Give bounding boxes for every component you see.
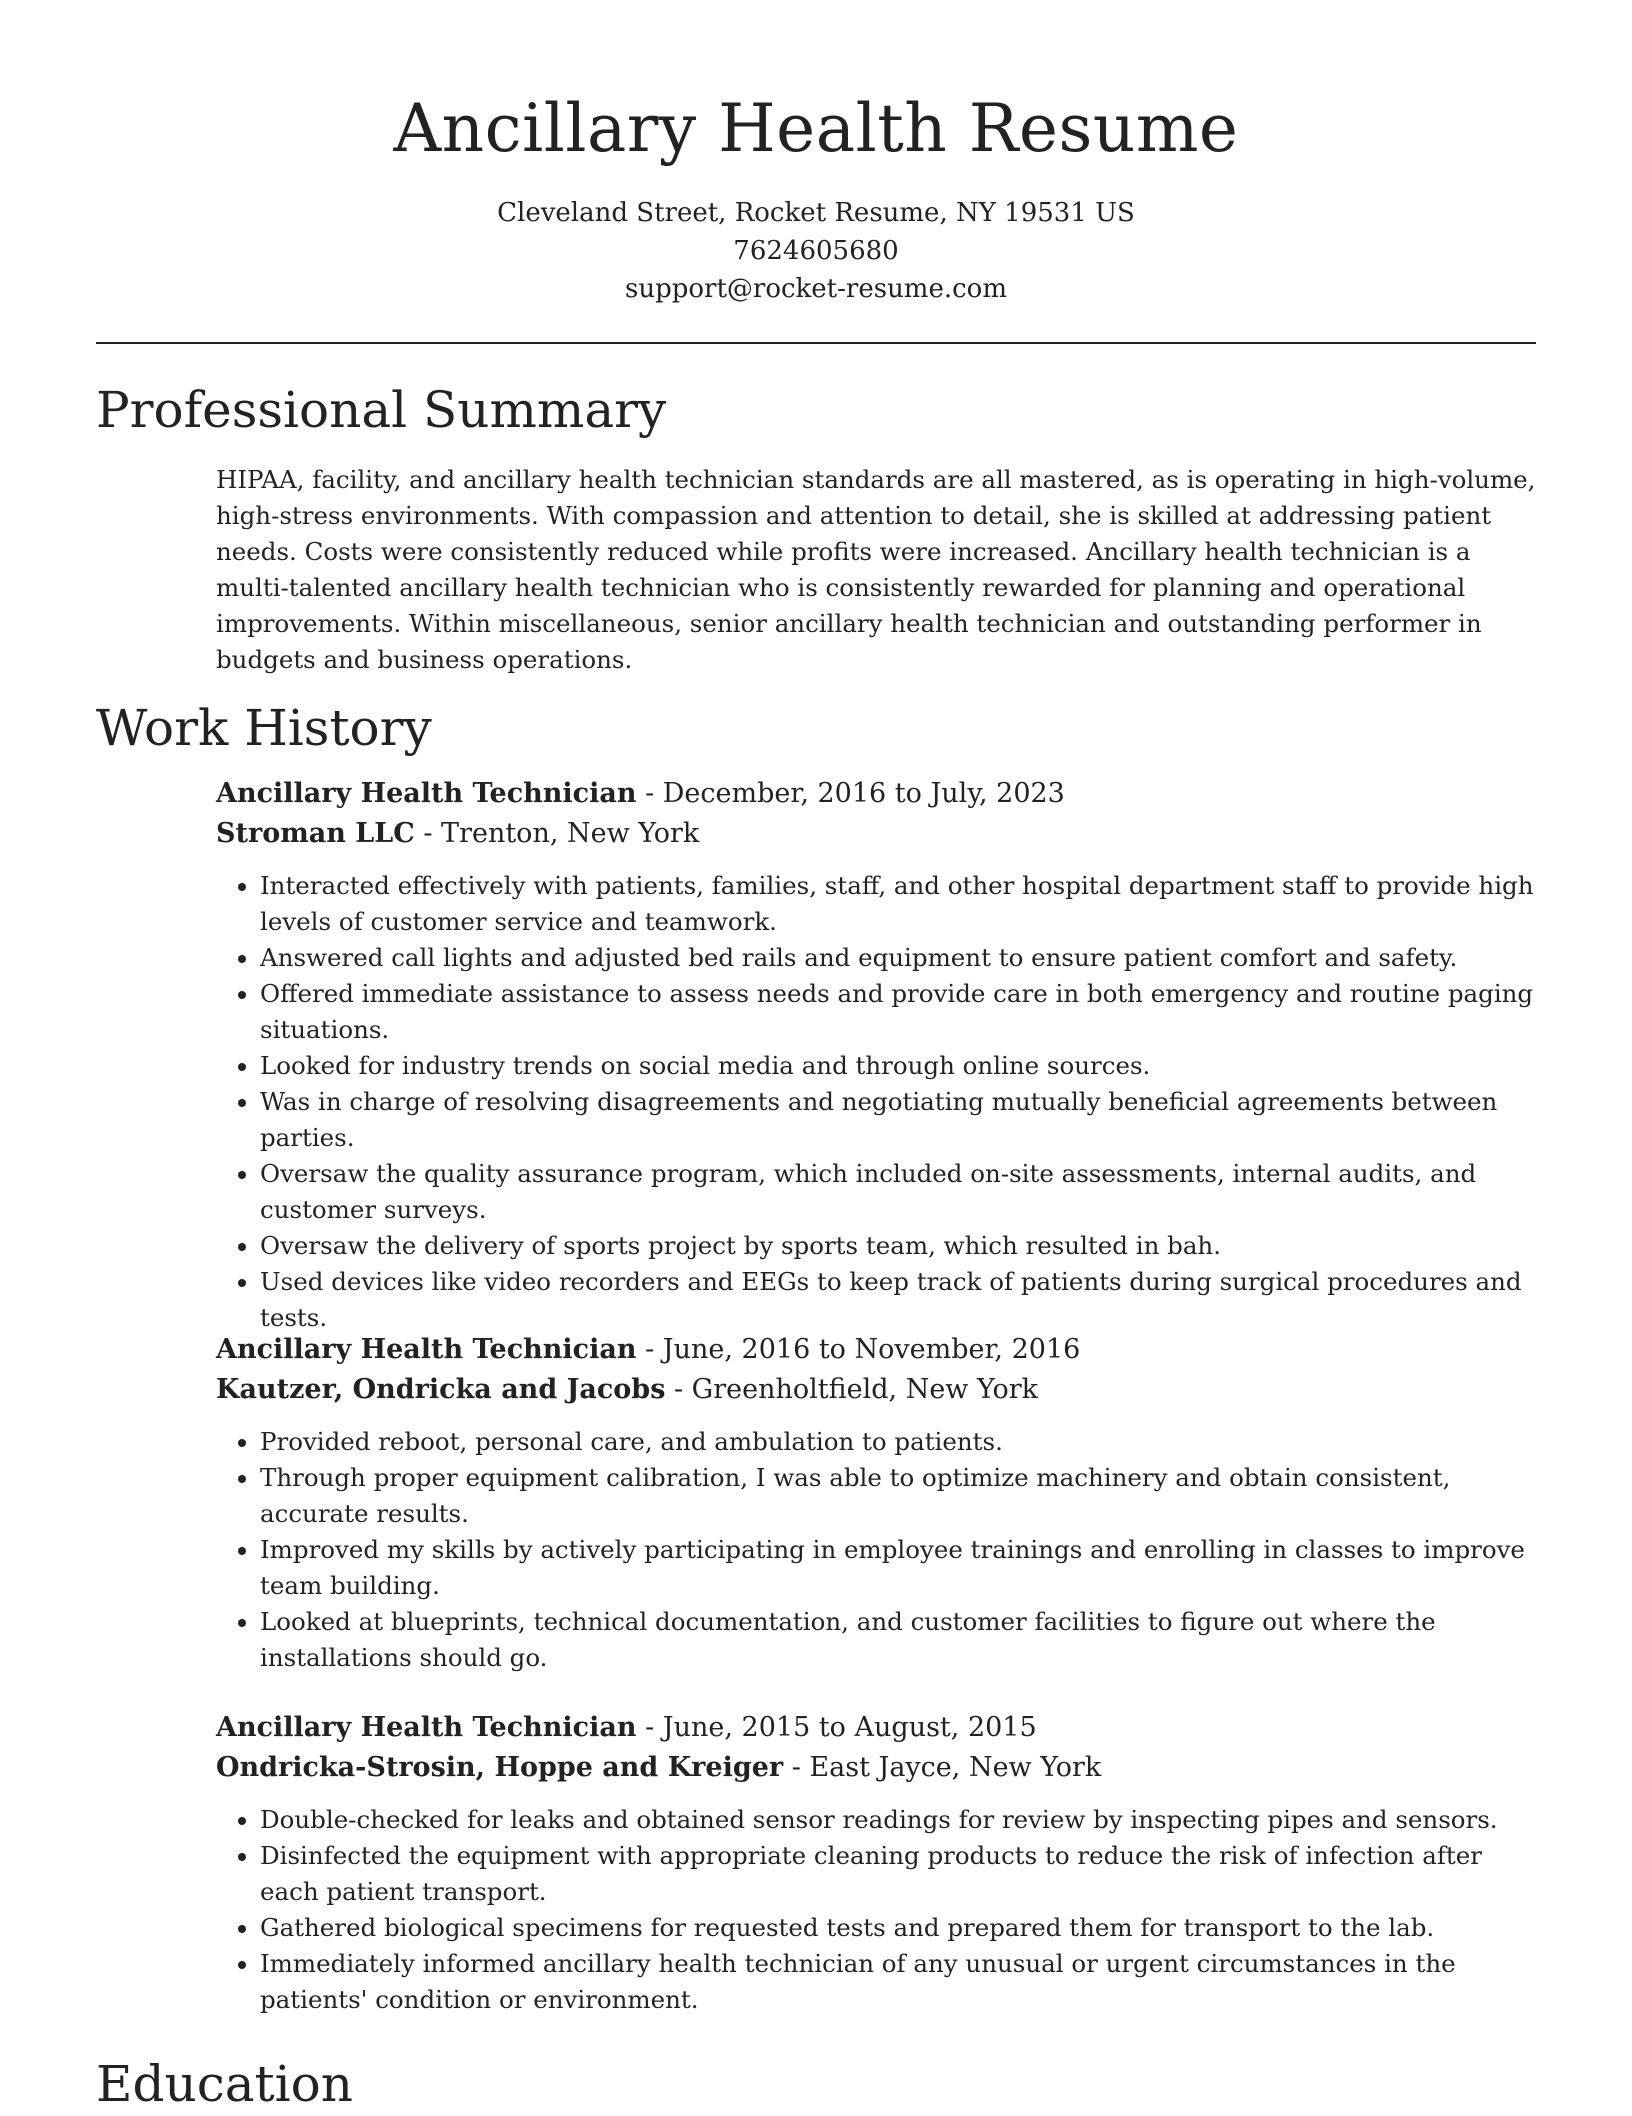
job-company-line <box>216 1370 1536 1410</box>
job-bullet: • Offered immediate assistance to assess needs and provide care in both emergency and routine paging situations. <box>260 976 1536 1048</box>
job-bullet: • Was in charge of resolving disagreements and negotiating mutually beneficial agreements between parties. <box>260 1084 1536 1156</box>
job-company: Ondricka-Strosin, Hoppe and Kreiger <box>216 1752 784 1783</box>
job-bullet: • Through proper equipment calibration, I was able to optimize machinery and obtain consistent, accurate results. <box>260 1460 1536 1532</box>
job-bullet: • Answered call lights and adjusted bed rails and equipment to ensure patient comfort and safety. <box>260 940 1536 976</box>
job-title-line <box>216 1708 1536 1748</box>
job-company-line <box>216 1748 1536 1788</box>
job-bullet-list <box>216 1802 1536 2018</box>
job-bullet: • Looked at blueprints, technical documentation, and customer facilities to figure out where the installations should go. <box>260 1604 1536 1676</box>
job-dates: - June, 2015 to August, 2015 <box>636 1712 1037 1743</box>
job-bullet: • Used devices like video recorders and EEGs to keep track of patients during surgical procedures and tests. <box>260 1264 1536 1336</box>
job-entry <box>216 774 1536 1336</box>
email-text: support@rocket-resume.com <box>624 274 1007 304</box>
job-company-line <box>216 814 1536 854</box>
job-bullet: • Looked for industry trends on social media and through online sources. <box>260 1048 1536 1084</box>
job-bullet: • Provided reboot, personal care, and ambulation to patients. <box>260 1424 1536 1460</box>
job-bullet: • Interacted effectively with patients, families, staff, and other hospital department staff to provide high levels of customer service and teamwork. <box>260 868 1536 940</box>
job-bullet: • Oversaw the delivery of sports project by sports team, which resulted in bah. <box>260 1228 1536 1264</box>
job-title: Ancillary Health Technician <box>216 1334 637 1365</box>
job-bullet-list <box>216 868 1536 1336</box>
job-entry <box>216 1330 1536 1676</box>
job-bullet: • Improved my skills by actively participating in employee trainings and enrolling in classes to improve team building. <box>260 1532 1536 1604</box>
job-title: Ancillary Health Technician <box>216 1712 637 1743</box>
job-title-line <box>216 1330 1536 1370</box>
job-location: - Trenton, New York <box>414 818 700 849</box>
education-heading: Education <box>96 2055 353 2113</box>
header-divider <box>96 342 1536 344</box>
job-bullet: • Oversaw the quality assurance program, which included on-site assessments, internal audits, and customer surveys. <box>260 1156 1536 1228</box>
job-dates: - December, 2016 to July, 2023 <box>636 778 1065 809</box>
job-entry <box>216 1708 1536 2018</box>
job-company: Stroman LLC <box>216 818 415 849</box>
contact-block <box>0 194 1632 308</box>
job-location: - Greenholtfield, New York <box>665 1374 1038 1405</box>
job-dates: - June, 2016 to November, 2016 <box>636 1334 1081 1365</box>
job-bullet: • Disinfected the equipment with appropriate cleaning products to reduce the risk of infection after each patient transport. <box>260 1838 1536 1910</box>
work-history-heading: Work History <box>96 699 432 757</box>
address-text: Cleveland Street, Rocket Resume, NY 19531 US <box>497 198 1135 228</box>
job-bullet: • Gathered biological specimens for requested tests and prepared them for transport to the lab. <box>260 1910 1536 1946</box>
resume-header <box>0 86 1632 308</box>
phone-text: 7624605680 <box>733 236 899 266</box>
job-bullet-list <box>216 1424 1536 1676</box>
resume-title: Ancillary Health Resume <box>393 90 1239 167</box>
job-bullet: • Immediately informed ancillary health technician of any unusual or urgent circumstances in the patients' condition or environment. <box>260 1946 1536 2018</box>
summary-heading: Professional Summary <box>96 381 667 439</box>
job-title: Ancillary Health Technician <box>216 778 637 809</box>
job-location: - East Jayce, New York <box>783 1752 1102 1783</box>
job-company: Kautzer, Ondricka and Jacobs <box>216 1374 666 1405</box>
job-bullet: • Double-checked for leaks and obtained sensor readings for review by inspecting pipes and sensors. <box>260 1802 1536 1838</box>
summary-text: HIPAA, facility, and ancillary health technician standards are all mastered, as is operating in high-volume, high-stress environments. With compassion and attention to detail, she is skilled at addressing patient needs. Costs were consistently reduced while profits were increased. Ancillary health technician is a multi-talented ancillary health technician who is consistently rewarded for planning and operational improvements. Within miscellaneous, senior ancillary health technician and outstanding performer in budgets and business operations. <box>216 465 1536 674</box>
job-title-line <box>216 774 1536 814</box>
